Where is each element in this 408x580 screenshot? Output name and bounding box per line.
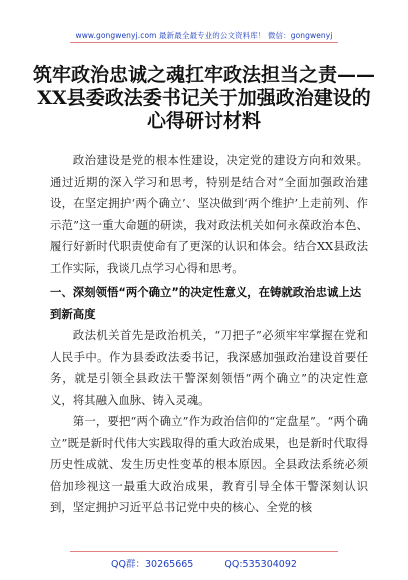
section-paragraph-2: 第一，要把“两个确立”作为政治信仰的“定盘星”。“两个确立”既是新时代伟大实践取得的重大政治成果，也是新时代取得历史性成就、发生历史性变革的根本原因。全县政法系统必须倍加珍视这一最重大政治成果，教育引导全体干警深刻认识到，坚定拥护习近平总书记党中央的核心、全党的核	[50, 414, 368, 514]
section-paragraph-1: 政法机关首先是政治机关，“刀把子”必须牢牢掌握在党和人民手中。作为县委政法委书记，我深感加强政治建设首要任务，就是引领全县政法干警深刻领悟“两个确立”的决定性意义，将其融入血脉、铸入灵魂。	[50, 328, 368, 407]
section-body	[50, 325, 368, 519]
page-header	[0, 0, 408, 48]
header-text: www.gongwenyj.com 最新最全最专业的公文资料库！ 微信：gongwenyj	[75, 31, 333, 40]
footer-qq: QQ:535304092	[224, 559, 297, 570]
footer-qq-group: QQ群：30265665	[111, 559, 194, 570]
footer-divider	[70, 551, 338, 552]
intro-paragraph: 政治建设是党的根本性建设，决定党的建设方向和效果。通过近期的深入学习和思考，特别是结合对“全面加强政治建设，在坚定拥护‘两个确立’、坚决做到‘两个维护’上走前列、作示范”这一重大命题的研读，我对政法机关如何永葆政治本色、履行好新时代职责使命有了更深的认识和体会。结合XX县政法工作实际，我谈几点学习心得和思考。	[50, 153, 368, 275]
page-footer	[0, 556, 408, 570]
intro-paragraph-block	[50, 150, 368, 279]
title-line-3: 心得研讨材料	[146, 110, 261, 132]
document-title	[20, 64, 388, 133]
section-heading: 一、深刻领悟“两个确立”的决定性意义，在铸就政治忠诚上达到新高度	[50, 285, 362, 321]
title-line-1: 筑牢政治忠诚之魂扛牢政法担当之责——	[32, 64, 375, 86]
title-line-2: XX县委政法委书记关于加强政治建设的	[37, 87, 371, 109]
header-divider	[70, 42, 338, 43]
